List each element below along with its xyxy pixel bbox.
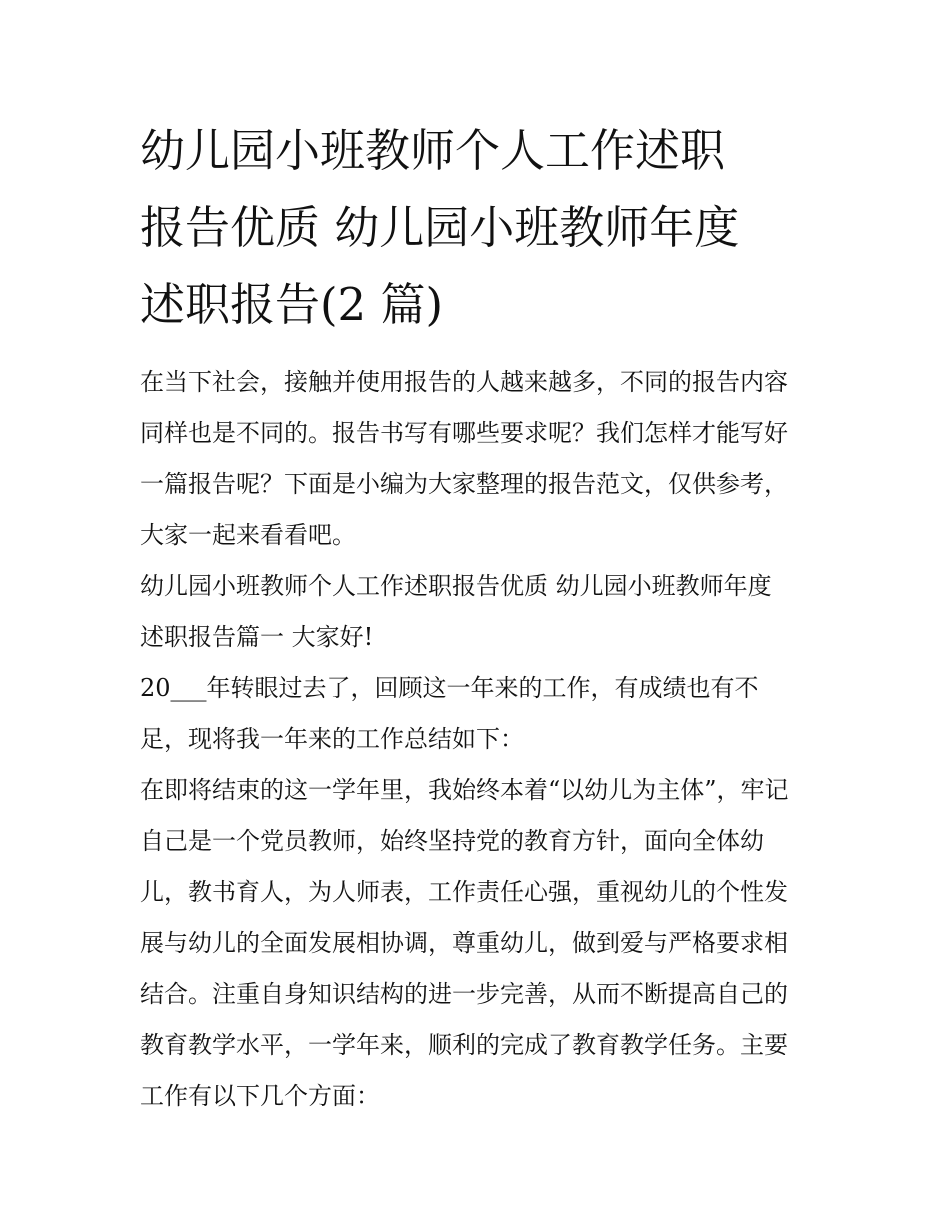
text-line: 教育教学水平，一学年来，顺利的完成了教育教学任务。主要 [140,1031,788,1059]
title-line: 幼儿园小班教师个人工作述职 [140,124,726,177]
summary-intro-paragraph [140,663,820,765]
text-line: 述职报告篇一 大家好! [140,623,374,651]
text-line: 足，现将我一年来的工作总结如下： [140,725,524,753]
text-line: 在即将结束的这一学年里，我始终本着“以幼儿为主体”，牢记 [140,776,789,804]
title-line: 报告优质 幼儿园小班教师年度 [140,201,740,254]
intro-paragraph [140,357,820,561]
text-line: 大家一起来看看吧。 [140,521,356,549]
document-page [140,112,820,1122]
section-heading-paragraph [140,561,820,663]
text-line: 展与幼儿的全面发展相协调，尊重幼儿，做到爱与严格要求相 [140,929,788,957]
text-line: 自己是一个党员教师，始终坚持党的教育方针，面向全体幼 [140,827,764,855]
text-line: 20___年转眼过去了，回顾这一年来的工作，有成绩也有不 [140,674,759,702]
title-line: 述职报告(2 篇) [140,278,444,331]
text-line: 工作有以下几个方面： [140,1082,380,1110]
text-line: 结合。注重自身知识结构的进一步完善，从而不断提高自己的 [140,980,788,1008]
text-line: 同样也是不同的。报告书写有哪些要求呢？我们怎样才能写好 [140,419,788,447]
text-line: 在当下社会，接触并使用报告的人越来越多，不同的报告内容 [140,368,788,396]
text-line: 一篇报告呢？下面是小编为大家整理的报告范文，仅供参考， [140,470,788,498]
body-paragraph [140,765,820,1122]
document-title [140,112,820,343]
text-line: 幼儿园小班教师个人工作述职报告优质 幼儿园小班教师年度 [140,572,772,600]
text-line: 儿，教书育人，为人师表，工作责任心强，重视幼儿的个性发 [140,878,788,906]
